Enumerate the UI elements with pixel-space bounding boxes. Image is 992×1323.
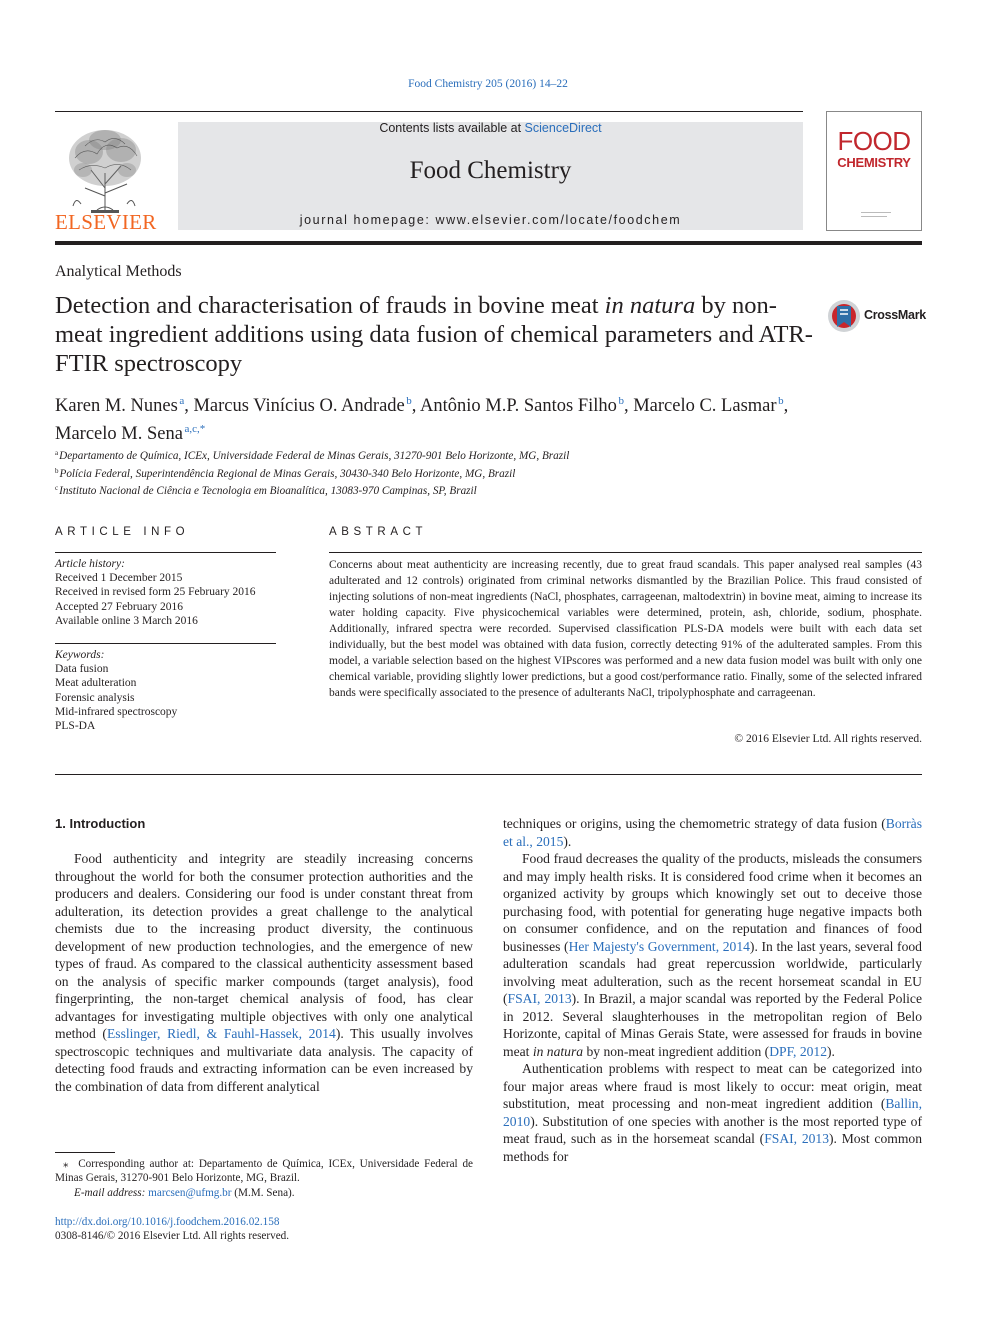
body-paragraph (503, 815, 922, 850)
body-paragraph (503, 850, 922, 1060)
affiliation-text: Departamento de Química, ICEx, Universidade Federal de Minas Gerais, 31270-901 Belo Horizonte, MG, Brazil (59, 450, 570, 462)
title-italic: in natura (604, 292, 696, 319)
footnote-star-text: Corresponding author at: Departamento de Química, ICEx, Universidade Federal de Minas Gerais, 31270-901 Belo Horizonte, MG, Brazil. (55, 1158, 474, 1185)
keyword-item: Forensic analysis (55, 691, 135, 704)
author-name[interactable]: Antônio M.P. Santos Filho (420, 396, 617, 416)
crossmark-label[interactable]: CrossMark (864, 308, 926, 322)
reference-link[interactable]: Ballin, 2010 (503, 1096, 922, 1129)
body-column-left (55, 815, 473, 1095)
abstract-divider (329, 552, 922, 553)
paragraph-text: Food authenticity and integrity are steadily increasing concerns throughout the world for both the consumer protection authorities and the producers and dealers. Considering our food is under constant threat from adulteration, its detection provides a great challenge to the analytical chemists due to the increasing product diversity, the continuous development of new production technologies, and the emergence of new types of fraud. As compared to the classical authenticity assessment based on the analysis of specific marker compounds (target analysis), food fingerprinting, the non-target chemical analysis of food, has clear advantages for investigating multiple objectives with only one analytical method ( (55, 851, 473, 1041)
author-name[interactable]: Karen M. Nunes (55, 396, 178, 416)
affiliation-text: Polícia Federal, Superintendência Regional de Minas Gerais, 30430-340 Belo Horizonte, MG, Brazil (59, 467, 516, 480)
email-label: E-mail address: (74, 1186, 149, 1199)
body-paragraph (55, 850, 473, 1095)
paragraph-text: ). In the last years, several food adulteration scandals had great repercussion worldwide, particularly involving meat adulteration, such as the recent horsemeat scandal in EU ( (503, 938, 922, 1006)
article-title (55, 291, 815, 378)
history-item: Available online 3 March 2016 (55, 614, 198, 627)
journal-cover-thumbnail[interactable] (826, 111, 922, 231)
author-separator: , (184, 396, 194, 416)
corresponding-author-footnote (55, 1157, 473, 1200)
footnote-email-line (55, 1186, 473, 1200)
journal-homepage (178, 213, 803, 227)
cover-text-line (861, 216, 887, 217)
header-divider (55, 241, 922, 245)
keyword-item: Data fusion (55, 663, 109, 676)
paragraph-text: ). This usually involves spectroscopic techniques and multivariate data analysis. The capacity of detecting food frauds and extracting information can be even increased by the combination of data from different analytical (55, 1026, 473, 1094)
abstract-text: Concerns about meat authenticity are increasing recently, due to great fraud scandals. This paper analysed real samples (43 adulterated and 12 controls) originated from criminal networks dismantled by the Brazilian Police. This fraud consisted of injecting solutions of non-meat ingredients (NaCl, phosphates, carrageenan, maltodextrin) in bovine meat, aiming to increase its water holding capacity. Five physicochemical variables were determined, protein, ash, chloride, sodium, phosphate. Additionally, infrared spectra were recorded. Supervised classification PLS-DA models were built with each data set individually, but the best model was obtained with data fusion, correctly detecting 91% of the adulterated samples. From this model, a variable selection based on the highest VIPscores was performed and a new data fusion model was built with only one chemical variable, providing slightly lower predictions, but a good cost/performance ratio. Finally, some of the selected infrared bands were specifically associated to the presence of adulterants NaCl, tripolyphosphate and carrageenan. (329, 559, 922, 699)
history-item: Received in revised form 25 February 2016 (55, 586, 256, 599)
author-affiliation-marker[interactable]: b (778, 395, 784, 407)
top-divider (55, 111, 803, 112)
author-affiliation-marker[interactable]: b (618, 395, 624, 407)
footnote-text: ⁎ Corresponding author at: Departamento de Química, ICEx, Universidade Federal de Minas Gerais, 31270-901 Belo Horizonte, MG, Brazil. (55, 1158, 474, 1185)
journal-citation[interactable]: Food Chemistry 205 (2016) 14–22 (408, 78, 568, 90)
author-name[interactable]: Marcelo M. Sena (55, 424, 183, 444)
contents-prefix: Contents lists available at (379, 121, 525, 135)
author-separator: , (411, 396, 421, 416)
reference-link[interactable]: FSAI, 2013 (764, 1131, 830, 1146)
paragraph-text: ). (563, 833, 572, 849)
author-name[interactable]: Marcelo C. Lasmar (633, 396, 777, 416)
paragraph-text: by non-meat ingredient addition ( (583, 1043, 770, 1059)
keyword-item: PLS-DA (55, 720, 96, 733)
body-column-right (503, 815, 922, 1165)
reference-link[interactable]: FSAI, 2013 (507, 991, 572, 1006)
paragraph-text: ). (827, 1043, 835, 1059)
keyword-item: Meat adulteration (55, 677, 137, 690)
section-heading: 1. Introduction (55, 816, 146, 831)
article-history (55, 557, 276, 628)
email-link[interactable]: marcsen@ufmg.br (148, 1186, 232, 1199)
author-separator: , (783, 396, 789, 416)
author-affiliation-marker[interactable]: b (406, 395, 412, 407)
cover-food-word: FOOD (837, 126, 911, 156)
keywords-divider (55, 643, 276, 644)
author-separator: , (623, 396, 634, 416)
title-part: by non-meat ingredient additions using data fusion of chemical parameters and ATR-FTIR spectroscopy (55, 292, 813, 377)
cover-chemistry-word: CHEMISTRY (837, 155, 911, 170)
cover-text-line (861, 212, 891, 213)
reference-link[interactable]: Her Majesty's Government, 2014 (568, 938, 750, 954)
paragraph-text: techniques or origins, using the chemometric strategy of data fusion ( (503, 816, 886, 831)
email-suffix: (M.M. Sena). (231, 1186, 295, 1199)
reference-link[interactable]: DPF, 2012 (769, 1043, 828, 1059)
paragraph-text: ). Substitution of one species with another is the most reported type of meat fraud, such as in the horsemeat scandal ( (503, 1113, 922, 1146)
history-item: Received 1 December 2015 (55, 572, 183, 585)
paragraph-text: Food fraud decreases the quality of the products, misleads the consumers and may imply health risks. It is considered food crime when it becomes an organized activity by groups which knowingly set out to deceive those purchasing food, with potential for generating huge negative impacts both on consumer confidence, and on the reputation and finances of food businesses ( (503, 851, 922, 954)
author-affiliation-marker[interactable]: a (179, 395, 185, 407)
issn-copyright: 0308-8146/© 2016 Elsevier Ltd. All rights reserved. (55, 1230, 290, 1242)
footnote-divider (55, 1152, 115, 1153)
paragraph-italic: in natura (532, 1043, 584, 1059)
abstract-heading: ABSTRACT (329, 526, 428, 538)
paragraph-text: ). In Brazil, a major scandal was reported by the Federal Police in 2012. Several slaughterhouses in the metropolitan region of Belo Horizonte, capital of Minas Gerais State, were assessed for frauds in bovine meat (503, 991, 922, 1059)
reference-link[interactable]: Esslinger, Riedl, & Fauhl-Hassek, 2014 (106, 1026, 336, 1041)
keyword-list (55, 648, 276, 733)
keyword-item: Mid-infrared spectroscopy (55, 705, 178, 718)
affiliation-marker: c (55, 484, 59, 492)
article-info-heading: ARTICLE INFO (55, 526, 190, 538)
contents-line (178, 121, 803, 135)
homepage-url-link[interactable]: www.elsevier.com/locate/foodchem (435, 213, 682, 227)
affiliation-item (55, 446, 925, 464)
paragraph-text: Authentication problems with respect to meat can be categorized into four major areas where fraud is most likely to occur: meat origin, meat substitution, meat processing and non-meat ingredient addition ( (503, 1061, 922, 1111)
doi-link[interactable]: http://dx.doi.org/10.1016/j.foodchem.2016.02.158 (55, 1216, 280, 1228)
author-name[interactable]: Marcus Vinícius O. Andrade (193, 396, 405, 416)
affiliation-marker: a (55, 449, 59, 457)
article-section-type: Analytical Methods (55, 263, 182, 280)
affiliation-item (55, 481, 925, 499)
affiliation-text: Instituto Nacional de Ciência e Tecnologia em Bioanalítica, 13083-970 Campinas, SP, Brazil (59, 485, 477, 497)
article-info-divider (55, 552, 276, 553)
affiliation-marker: b (55, 466, 59, 475)
body-divider (55, 774, 922, 775)
homepage-prefix: journal homepage: (299, 213, 436, 227)
author-affiliation-marker[interactable]: a,c,* (184, 423, 206, 435)
history-item: Accepted 27 February 2016 (55, 600, 184, 613)
elsevier-wordmark: ELSEVIER (55, 210, 157, 234)
abstract-copyright: © 2016 Elsevier Ltd. All rights reserved. (734, 733, 922, 745)
paragraph-text: ). Most common methods for (503, 1131, 923, 1164)
sciencedirect-link[interactable]: ScienceDirect (524, 121, 602, 135)
history-label: Article history: (55, 558, 125, 570)
affiliation-list (55, 446, 925, 499)
affiliation-item (55, 464, 925, 482)
author-list (55, 390, 925, 446)
body-paragraph (503, 1060, 922, 1165)
journal-title: Food Chemistry (409, 157, 572, 184)
keywords-label: Keywords: (55, 649, 105, 661)
reference-link[interactable]: Borràs et al., 2015 (503, 816, 922, 849)
title-part: Detection and characterisation of frauds in bovine meat (55, 292, 605, 319)
